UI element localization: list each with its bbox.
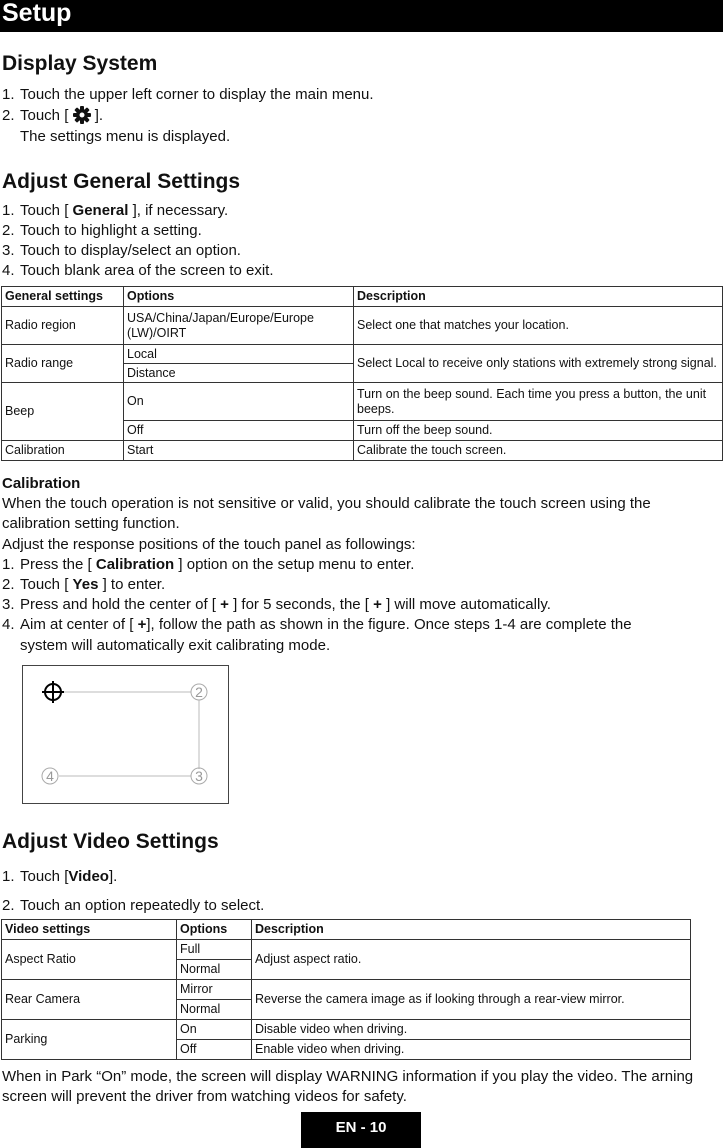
table-header: Description	[252, 920, 691, 940]
table-row: Calibration Start Calibrate the touch screen.	[2, 441, 723, 461]
table-row: Beep On Turn on the beep sound. Each time you press a button, the unit beeps.	[2, 383, 723, 421]
park-mode-note: When in Park “On” mode, the screen will display WARNING information if you play the video. The arning screen will prevent the driver from watching videos for safety.	[2, 1068, 694, 1106]
calibration-adjust: Adjust the response positions of the touch panel as followings:	[2, 535, 416, 553]
video-heading: Adjust Video Settings	[2, 830, 219, 853]
general-step-3: 3. Touch to display/select an option.	[2, 242, 241, 259]
calibration-intro: When the touch operation is not sensitive or valid, you should calibrate the touch screen using the calibration setting function.	[2, 495, 651, 533]
display-note: The settings menu is displayed.	[20, 128, 231, 145]
video-settings-table	[1, 919, 691, 1060]
table-header: Description	[354, 287, 723, 307]
calibration-path-diagram	[23, 666, 228, 803]
point-4-label: 4	[46, 768, 54, 784]
calibration-figure	[22, 665, 229, 804]
table-row: Normal	[2, 960, 691, 980]
table-row: Radio region USA/China/Japan/Europe/Europe (LW)/OIRT Select one that matches your location.	[2, 307, 723, 345]
crosshair-icon	[42, 681, 64, 703]
display-system-heading: Display System	[2, 52, 158, 75]
general-step-2: 2. Touch to highlight a setting.	[2, 222, 202, 239]
general-settings-table	[1, 286, 723, 461]
table-row: Normal	[2, 1000, 691, 1020]
header-banner	[0, 0, 723, 32]
display-step-2: 2. Touch [ ].	[2, 107, 104, 124]
table-row: Off Turn off the beep sound.	[2, 421, 723, 441]
video-step-2: 2. Touch an option repeatedly to select.	[2, 897, 265, 914]
table-row: Off Enable video when driving.	[2, 1040, 691, 1060]
page-title: Setup	[2, 0, 72, 27]
page-number-badge	[301, 1112, 421, 1148]
table-header: General settings	[2, 287, 124, 307]
point-3-label: 3	[195, 768, 203, 784]
table-header: Options	[177, 920, 252, 940]
video-step-1: 1. Touch [Video].	[2, 868, 118, 885]
calibration-section: Calibration When the touch operation is not sensitive or valid, you should calibrate the touch screen using the calibration setting function. Adjust the response positions of the touch panel as followings: 1. Press the [ Calibration ] option on the setup menu to enter. 2. Touch [ Yes ] to enter. 3. Press and hold the center of [ + ] for 5 seconds, the [ + ] will move automatically. 4. Aim at center of [ +], follow the path as shown in the figure. Once steps 1-4 are complete the system will automatically exit calibrating mode.	[2, 475, 651, 654]
table-row: Distance	[2, 364, 723, 383]
table-row: Aspect Ratio Full Adjust aspect ratio.	[2, 940, 691, 960]
general-heading: Adjust General Settings	[2, 170, 241, 193]
display-step-1: 1. Touch the upper left corner to display the main menu.	[2, 86, 374, 103]
table-header: Options	[124, 287, 354, 307]
table-row: Radio range Local Select Local to receive only stations with extremely strong signal.	[2, 345, 723, 364]
point-2-label: 2	[195, 684, 203, 700]
general-step-4: 4. Touch blank area of the screen to exit.	[2, 262, 274, 279]
page-number: EN - 10	[335, 1119, 387, 1136]
table-row: Parking On Disable video when driving.	[2, 1020, 691, 1040]
general-step-1: 1. Touch [ General ], if necessary.	[2, 202, 229, 219]
calibration-title: Calibration	[2, 475, 81, 492]
table-header: Video settings	[2, 920, 177, 940]
gear-icon	[73, 106, 91, 124]
table-row: Rear Camera Mirror Reverse the camera image as if looking through a rear-view mirror.	[2, 980, 691, 1000]
